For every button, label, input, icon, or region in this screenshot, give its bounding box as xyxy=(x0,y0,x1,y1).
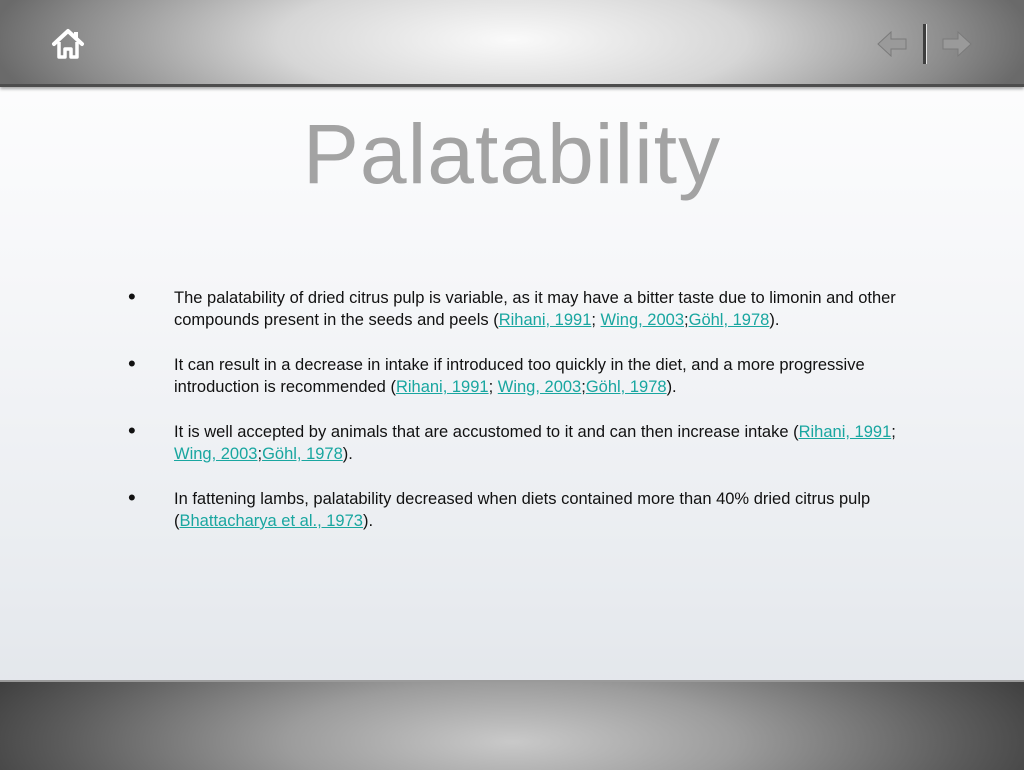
citation-link[interactable]: Wing, 2003 xyxy=(174,445,258,463)
list-item: • It is well accepted by animals that are accustomed to it and can then increase intake (Rihani, 1991; Wing, 2003;Göhl, 1978). xyxy=(128,418,896,463)
bullet-icon: • xyxy=(128,418,136,443)
list-item: • The palatability of dried citrus pulp is variable, as it may have a bitter taste due to limonin and other compounds present in the seeds and peels (Rihani, 1991; Wing, 2003;Göhl, 1978). xyxy=(128,284,896,329)
citation-link[interactable]: Rihani, 1991 xyxy=(798,423,892,441)
list-item: • In fattening lambs, palatability decreased when diets contained more than 40% dried citrus pulp (Bhattacharya et al., 1973). xyxy=(128,485,871,530)
arrow-left-icon[interactable] xyxy=(875,27,909,61)
bottom-bar xyxy=(0,680,1024,770)
slide-title: Palatability xyxy=(302,107,722,201)
citation-link[interactable]: Wing, 2003 xyxy=(600,311,685,329)
citation-link[interactable]: Wing, 2003 xyxy=(497,378,582,396)
citation-link[interactable]: Bhattacharya et al., 1973 xyxy=(179,512,363,530)
bullet-icon: • xyxy=(128,351,136,376)
citation-link[interactable]: Göhl, 1978 xyxy=(262,445,343,463)
bullet-icon: • xyxy=(128,284,136,309)
bullet-list xyxy=(128,284,918,555)
top-toolbar xyxy=(0,0,1024,87)
nav-divider xyxy=(923,24,926,64)
citation-link[interactable]: Göhl, 1978 xyxy=(585,378,667,396)
slide-navigation xyxy=(875,24,974,64)
bullet-icon: • xyxy=(128,485,136,510)
home-icon[interactable] xyxy=(50,26,86,62)
citation-link[interactable]: Rihani, 1991 xyxy=(498,311,592,329)
arrow-right-icon[interactable] xyxy=(940,27,974,61)
citation-link[interactable]: Göhl, 1978 xyxy=(688,311,770,329)
list-item: • It can result in a decrease in intake if introduced too quickly in the diet, and a more progressive introduction is recommended (Rihani, 1991; Wing, 2003;Göhl, 1978). xyxy=(128,351,865,396)
citation-link[interactable]: Rihani, 1991 xyxy=(395,378,489,396)
